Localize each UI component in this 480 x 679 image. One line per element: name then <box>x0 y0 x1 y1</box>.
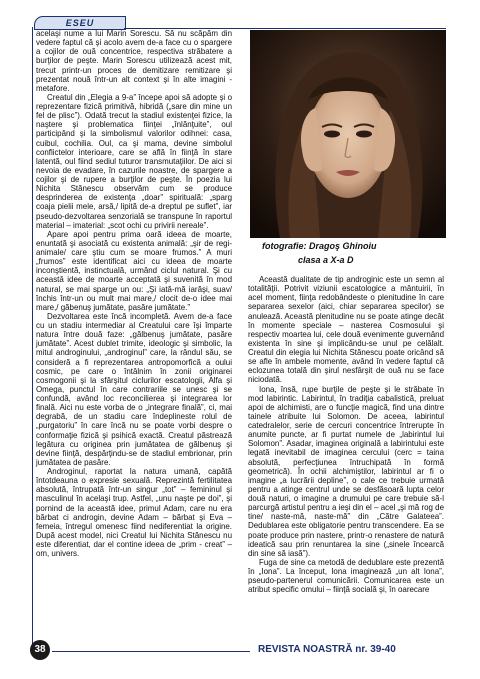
left-margin-rule <box>32 27 33 647</box>
left-column <box>36 29 232 558</box>
portrait-photo <box>250 30 446 238</box>
page-number-badge: 38 <box>30 640 50 660</box>
paragraph: Apare apoi pentru prima oară ideea de moarte, enuntată şi asociată cu existenta animală: „şir de regi-animale/ care ştiu cum se moare frumos.” A muri „frumos” este identificat aici cu ideea de moarte inconştientă, instinctuală, urmând ciclul natural. Şi cu aceastǎ idee de moarte acceptată şi suvenită în mod natural, se mai spargе un ou: „Şi iată-mă iarăşi, suav/ închis într-un ou mult mai mare,/ clocit de-o idee mai mare,/ găbenuş jumătate, pasăre jumătate.” <box>36 229 232 312</box>
paragraph: Iona, însă, rupe burţile de peşte şi le străbate în mod labirintic. Labirintul, în tradiţia cabalistică, preluat apoi de alchimisti, are o funcţie magică, find una dintre tainele atribuite lui Solomon. De aceea, labirintul catedralelor, serie de cercuri concentrice întrerupte în anumite puncte, ar fi purtat numele de „labirintul lui Solomon”. Asadar, imaginea originală a labirintului este legată inevitabil de imaginea cercului (cerc = taina absolută, perfecţiunea întruchipată în formă geometrică). În ochii alchimiştilor, labirintul ar fi o imagine „a lucrării depline”, o cale ce trebuie urmată pentru a atinge centrul unde se desfăsoară lupta celor două naturi, o imagine a drumului pe care trebuie să-l parcurgă artistul pentru a ieşi din el – acel „şi mă rog de tine/ naste-mă, naste-mă” din „Către Galateea”. Dedublarea este obligatorie pentru transcendere. Ea se poate produce prin nastere, printr-o renastere de natură ideatică sau prin renuntarea la sine („sinele încearcă din sine să iasă”). <box>248 384 444 558</box>
paragraph: Fuga de sine ca metodă de dedublare este prezentă în „Iona”. La început, Iona imaginează „un alt Iona”, pseudo-partenerul comunicării. Comunicarea este un atribut specific omului – fiinţă socială şi, în oarecare <box>248 557 444 595</box>
magazine-title: REVISTA NOASTRĂ nr. 39-40 <box>258 644 396 655</box>
paragraph: acelaşi nume a lui Marin Sorescu. Să nu scăpăm din vedere faptul că şi acolo avem de-a face cu o spargere a cojilor de ouă concentrice, respectiva străbatere a burţilor de peşte. Marin Sorescu utilizează acest mit, trecut printr-un proces de demitizare remitizare şi prezentat nouă într-un alt context şi în alte imagini - metafore. <box>36 29 232 93</box>
right-column <box>248 275 444 594</box>
photo-credit: fotografie: Dragoş Ghinoiu <box>262 241 377 251</box>
section-tab: ESEU <box>34 16 126 30</box>
footer-rule <box>52 651 250 652</box>
paragraph: Creatul din „Elegia a 9-a” începe apoi să adopte şi o reprezentare fizică primitivă, hibridă („sare din mine un fel de plisc”). Odată trecut la stadiul existenţei fizice, la naştere şi problematica fiinţei „înlănţuite”, oul participând şi la simbolismul valorilor odihnei: casa, cuibul, cochilia. Oul, ca şi mama, devine simbolul conflictelor interioare, care se află în fiinţă în stare latentă, oul fiind sediul tuturor transmutaţiilor. De aici si nevoia de evadare, în cazurile noastre, de spargere a cojilor şi de rupere a burţilor de peşte. În poezia lui Nichita Stănescu observăm cum se produce desprinderea de existenţa „doar” spirituală: „sparg coaja pielii mele, arsă,/ lipită de-a dreptul pe suflet”, iar pseudo-dezvoltarea senzorială se transpune în raportul material – imaterial: „scot ochi cu privirii nereale”. <box>36 92 232 230</box>
paragraph: Androginul, raportat la natura umană, capătă întotdeauna o expresie sexuală. Reprezintă fertilitatea absolută, întrupată într-un singur „tot” – femininul şi masculinul în acelaşi trup. Astfel, „unu naşte pe doi”, şi pornind de la această idee, primul Adam, care nu era bărbat ci androgin, devine Adam – bărbat şi Eva – femeia, întregul omenesc fiind nediferentiat la origine. După acest model, nici Creatul lui Nichita Stănescu nu este diferentiat, dar el contine ideea de „prim - creat” – om, univers. <box>36 467 232 559</box>
paragraph: Dezvoltarea este încă incompletă. Avem de-a face cu un stadiu intermediar al Creatului care îşi împarte natura între două faze: „gălbenuş jumătate, pasăre jumătate”. Acest dublet trimite, ideologic şi simbolic, la mitul androginului, „androginul” care, la rândul său, se consideră a fi reprezentarea antropomorfică a oului cosmic, pe care o întâlnim în zonii originarei cosmogonii şi la sfârşitul ciclurilor escatologii, Alfa şi Omega, punctul în care contrariile se unesc şi se confundă, având loc reconcilierea şi integrarea lor finală. Aici nu este vorba de o „integrare finală”, ci, mai degrabă, de un stadiu care îndeplineste rolul de „purgatoriu” în care încă nu se poate vorbi despre o conformaţie fizică şi psihică exactă. Creatul păstrează legătura cu originea prin jumătatea de gălbenuş şi devine fiinţă, despărţindu-se de stadiul embrionar, prin jumătatea de pasăre. <box>36 311 232 467</box>
paragraph: Această dualitate de tip androginic este un semn al totalităţii. Potrivit viziunii escatologice a mântuirii, în acel moment, fiinţa redobândeste o plenitudine în care separarea sexelor (aici, chiar separarea specilor) se anulează. Această plenitudine nu se poate atinge decât în momente speciale – nasterea Cosmosului şi respectiv moartea lui, cele două evenimente guvernând existenta în sine şi implicându-se unul pe celălalt. Creatul din elegia lui Nichita Stănescu poate oricând să se afle în ambele momente, având în vedere faptul că eclozunea totală din şirul nesfârşit de ouă nu se face niciodată. <box>248 275 444 385</box>
photo-class: clasa a X-a D <box>298 255 354 265</box>
